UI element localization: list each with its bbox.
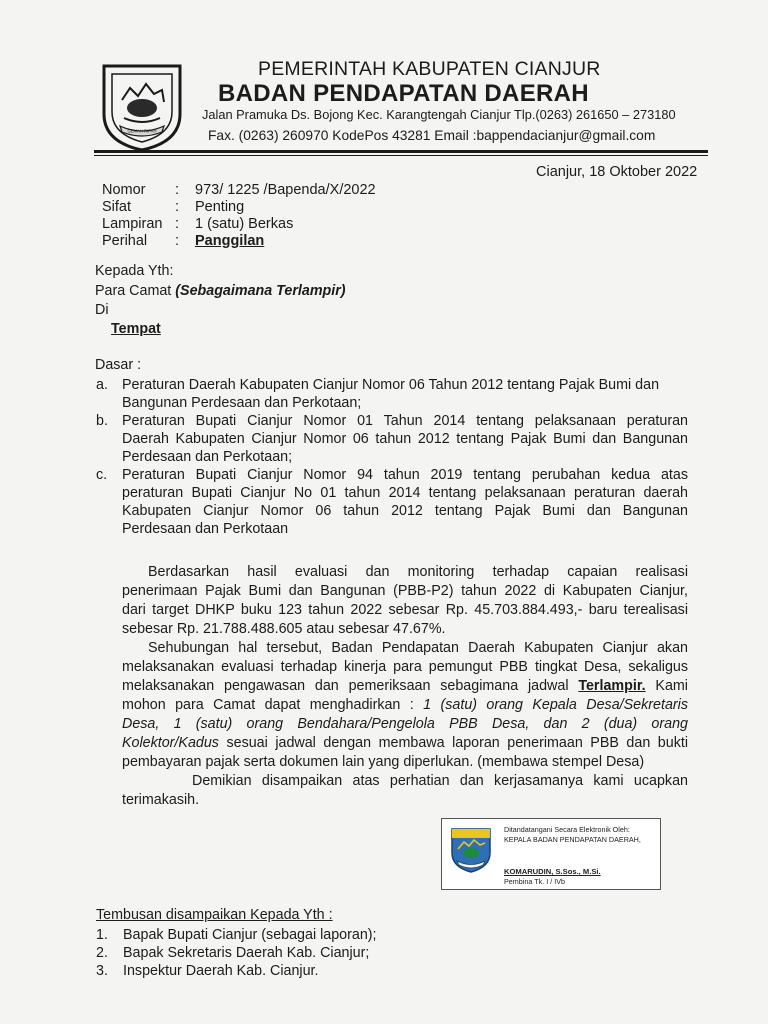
recipient-di: Di	[95, 302, 109, 318]
dasar-label: Dasar :	[95, 357, 142, 373]
list-item-text: Bapak Sekretaris Daerah Kab. Cianjur;	[123, 945, 370, 961]
meta-value: Penting	[195, 199, 245, 215]
recipient-tempat: Tempat	[111, 321, 161, 337]
paragraph-line	[122, 677, 688, 696]
meta-row-nomor	[102, 182, 376, 199]
list-item	[96, 944, 377, 962]
list-marker: 2.	[96, 945, 108, 961]
text-run: Kolektor/Kadus	[122, 735, 219, 751]
letter-meta	[102, 182, 376, 250]
meta-value: 1 (satu) Berkas	[195, 216, 294, 232]
paragraph-line: sebesar Rp. 21.788.488.605 atau sebesar 47.67%.	[122, 621, 446, 637]
list-line: Kabupaten Cianjur Nomor 06 tahun 2012 tentang Pajak Bumi dan Bangunan	[122, 503, 688, 519]
paragraph-line	[122, 734, 688, 753]
list-line: Peraturan Bupati Cianjur Nomor 94 tahun 2019 tentang perubahan kedua atas	[122, 467, 688, 483]
meta-value: 973/ 1225 /Bapenda/X/2022	[195, 182, 376, 198]
list-item	[96, 376, 688, 412]
paragraph-line: terimakasih.	[122, 792, 200, 808]
list-marker: b.	[96, 413, 108, 429]
recipient-prefix: Para Camat	[95, 283, 176, 299]
list-line: Bangunan Perdesaan dan Perkotaan;	[122, 395, 362, 411]
list-item-text	[122, 466, 688, 538]
paragraph-line: Berdasarkan hasil evaluasi dan monitoring terhadap capaian realisasi	[148, 564, 688, 580]
meta-sep: :	[175, 233, 180, 249]
text-run: sesuai jadwal dengan membawa laporan penerimaan PBB dan bukti	[218, 735, 688, 751]
signatory-rank: Pembina Tk. I / IVb	[504, 877, 565, 886]
meta-key: Sifat	[102, 199, 132, 215]
signature-signed-by: Ditandatangani Secara Elektronik Oleh:	[504, 825, 630, 834]
paragraph-summons	[122, 639, 688, 772]
meta-key: Perihal	[102, 233, 148, 249]
list-line: Daerah Kabupaten Cianjur Nomor 06 tahun 2012 tentang Pajak Bumi dan Bangunan	[122, 431, 688, 447]
paragraph-line: pembayaran pajak serta dokumen lain yang diperlukan. (membawa stempel Desa)	[122, 754, 645, 770]
text-run: 1 (satu) orang Kepala Desa/Sekretaris	[423, 697, 688, 713]
paragraph-line: melaksanakan evaluasi terhadap kinerja para pemungut PBB tingkat Desa, sekaligus	[122, 659, 688, 675]
letterhead-agency: BADAN PENDAPATAN DAERAH	[218, 80, 589, 107]
meta-sep: :	[175, 199, 180, 215]
list-item-text: Inspektur Daerah Kab. Cianjur.	[123, 963, 319, 979]
meta-row-sifat	[102, 199, 376, 216]
list-item	[96, 962, 377, 980]
paragraph-line: dari target DHKP buku 123 tahun 2022 sebesar Rp. 45.703.884.493,- baru terealisasi	[122, 602, 688, 618]
letterhead-address: Jalan Pramuka Ds. Bojong Kec. Karangtengah Cianjur Tlp.(0263) 261650 – 273180	[202, 107, 676, 122]
carbon-copy-title: Tembusan disampaikan Kepada Yth :	[96, 907, 333, 923]
text-run: Kami	[645, 678, 688, 694]
recipient-greeting: Kepada Yth:	[95, 263, 174, 279]
paragraph-line	[122, 696, 688, 715]
list-marker: a.	[96, 377, 108, 393]
list-marker: c.	[96, 467, 108, 483]
signature-position: KEPALA BADAN PENDAPATAN DAERAH,	[504, 835, 641, 844]
list-item	[96, 412, 688, 466]
paragraph-line: Desa, 1 (satu) orang Bendahara/Pengelola PBB Desa, dan 2 (dua) orang	[122, 716, 688, 732]
meta-key: Lampiran	[102, 216, 163, 232]
logo-ribbon-text: GEMAH RIPAH	[127, 128, 157, 134]
recipient-emphasis: (Sebagaimana Terlampir)	[175, 283, 346, 299]
signatory-name: KOMARUDIN, S.Sos., M.Si.	[504, 867, 601, 876]
meta-row-perihal	[102, 233, 376, 250]
letterhead-government: PEMERINTAH KABUPATEN CIANJUR	[258, 58, 601, 80]
list-item	[96, 466, 688, 538]
list-marker: 1.	[96, 927, 108, 943]
letter-date: Cianjur, 18 Oktober 2022	[536, 164, 698, 180]
meta-key: Nomor	[102, 182, 146, 198]
recipient-line	[95, 283, 346, 299]
paragraph-evaluation	[122, 563, 688, 639]
paragraph-line: Demikian disampaikan atas perhatian dan kerjasamanya kami ucapkan	[192, 773, 688, 789]
text-run: mohon para Camat dapat menghadirkan :	[122, 697, 424, 713]
letterhead-rule-thin	[94, 155, 708, 156]
list-line: Peraturan Bupati Cianjur Nomor 01 Tahun 2014 tentang pelaksanaan peraturan	[122, 413, 688, 429]
list-item-text	[122, 412, 688, 466]
meta-sep: :	[175, 216, 180, 232]
list-line: Peraturan Daerah Kabupaten Cianjur Nomor 06 Tahun 2012 tentang Pajak Bumi dan	[122, 377, 660, 393]
letterhead-contact: Fax. (0263) 260970 KodePos 43281 Email :bappendacianjur@gmail.com	[208, 128, 656, 143]
meta-sep: :	[175, 182, 180, 198]
paragraph-closing	[122, 772, 688, 810]
letterhead-rule-thick	[94, 150, 708, 153]
list-marker: 3.	[96, 963, 108, 979]
signature-crest-icon	[450, 827, 492, 873]
paragraph-line: penerimaan Pajak Bumi dan Bangunan (PBB-P2) tahun 2022 di Kabupaten Cianjur,	[122, 583, 688, 599]
list-line: Perdesaan dan Perkotaan;	[122, 449, 293, 465]
list-item-text: Bapak Bupati Cianjur (sebagai laporan);	[123, 927, 377, 943]
paragraph-line: Sehubungan hal tersebut, Badan Pendapatan Daerah Kabupaten Cianjur akan	[148, 640, 688, 656]
list-line: peraturan Bupati Cianjur No 01 tahun 2014 tentang pelaksanaan peraturan daerah	[122, 485, 688, 501]
text-run: melaksanakan pengawasan dan pemeriksaan sebagimana jadwal	[122, 678, 579, 694]
attachment-reference: Terlampir.	[578, 678, 646, 694]
list-item-text	[122, 376, 659, 412]
list-item	[96, 926, 377, 944]
dasar-list	[96, 376, 688, 538]
carbon-copy-section	[96, 906, 377, 980]
meta-row-lampiran	[102, 216, 376, 233]
meta-value: Panggilan	[195, 233, 265, 249]
regency-coat-of-arms-logo	[100, 62, 184, 152]
list-line: Perdesaan dan Perkotaan	[122, 521, 289, 537]
electronic-signature-box	[441, 818, 661, 890]
